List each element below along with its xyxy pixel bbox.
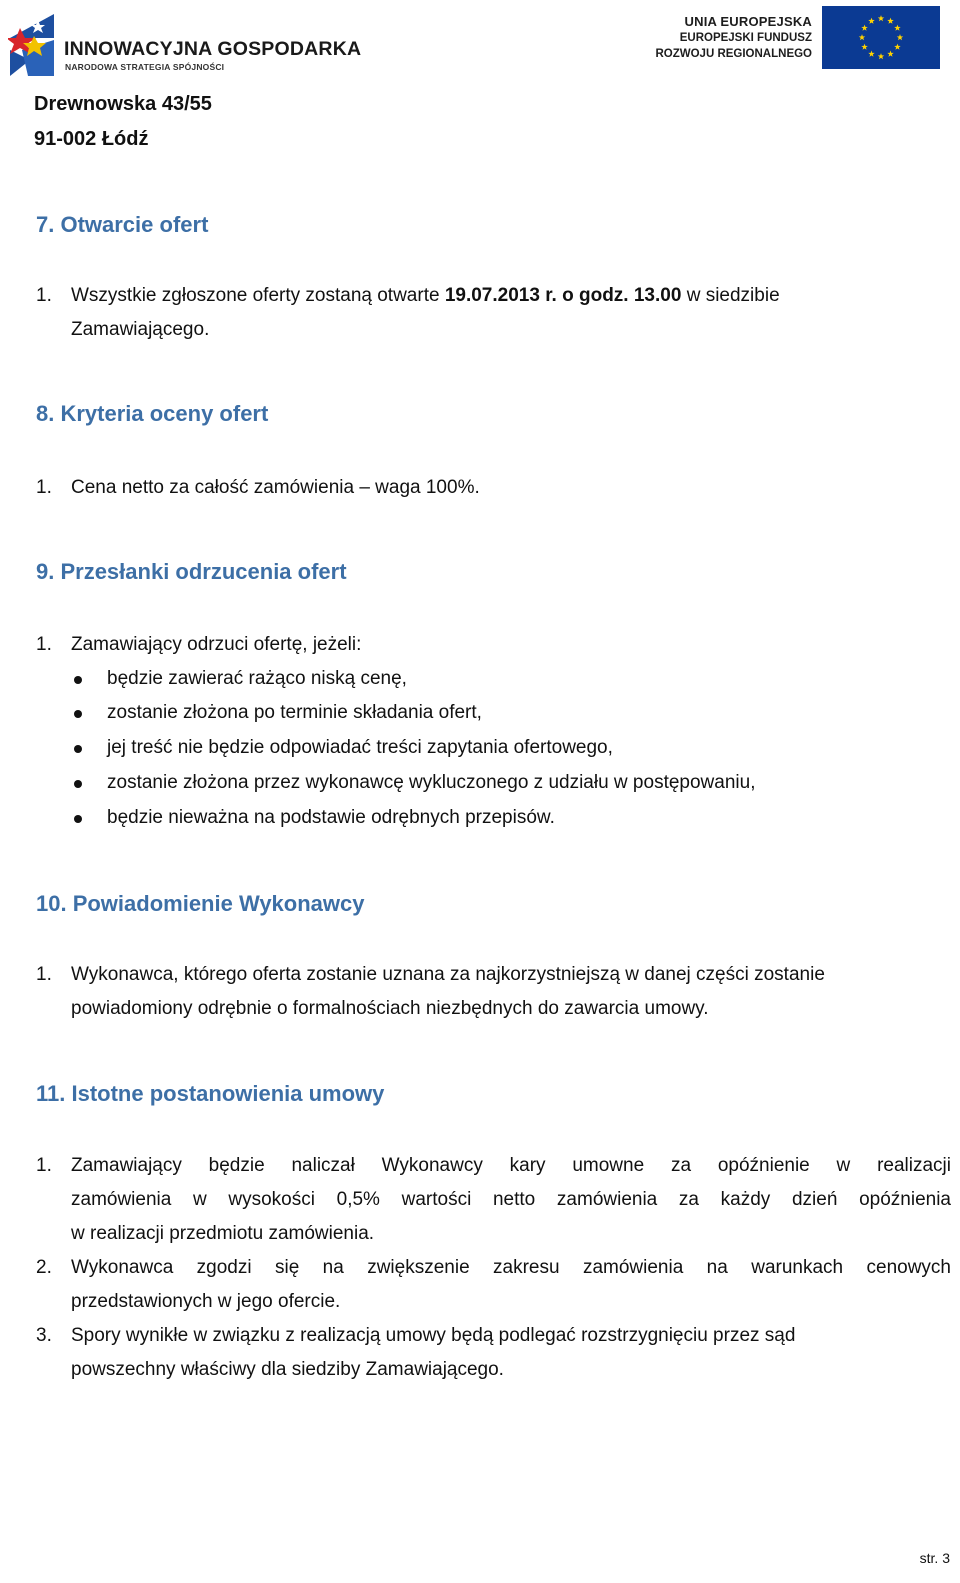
section-7-item-1-line2: Zamawiającego. [71,319,210,340]
section-11-item-1-line2: zamówienia w wysokości 0,5% wartości netto zamówienia za każdy dzień opóźnienia [71,1189,951,1210]
address-street: Drewnowska 43/55 [34,93,212,115]
eu-logo-line1: UNIA EUROPEJSKA [684,14,812,29]
section-7-item-1-pre: Wszystkie zgłoszone oferty zostaną otwarte [71,285,445,306]
section-11-item-3-line1: Spory wynikłe w związku z realizacją umowy będą podlegać rozstrzygnięciu przez sąd [71,1325,796,1346]
section-11-item-3-line2: powszechny właściwy dla siedziby Zamawiającego. [71,1359,504,1380]
section-9-bullet: zostanie złożona po terminie składania ofert, [107,702,482,723]
section-7-item-1-number: 1. [36,285,52,306]
bullet-marker [74,780,82,788]
ig-brand-tagline: NARODOWA STRATEGIA SPÓJNOŚCI [65,62,225,72]
section-9-bullet: będzie zawierać rażąco niską cenę, [107,668,407,689]
section-9-bullet: będzie nieważna na podstawie odrębnych przepisów. [107,807,555,828]
section-11-item-2-line2: przedstawionych w jego ofercie. [71,1291,341,1312]
bullet-marker [74,815,82,823]
section-11-item-2-number: 2. [36,1257,52,1278]
section-7-item-1-post: w siedzibie [681,285,780,306]
bullet-marker [74,745,82,753]
bullet-marker [74,676,82,684]
section-7-item-1-text [71,285,780,307]
section-11-item-3-number: 3. [36,1325,52,1346]
innowacyjna-gospodarka-logo [8,10,362,80]
section-10-item-1-line2: powiadomiony odrębnie o formalnościach niezbędnych do zawarcia umowy. [71,998,709,1019]
section-7-heading: 7. Otwarcie ofert [36,212,209,237]
section-9-item-1-number: 1. [36,634,52,655]
ig-emblem-icon [8,10,62,80]
section-8-item-1-text: Cena netto za całość zamówienia – waga 100%. [71,477,480,498]
eu-erdf-logo [640,6,940,70]
section-9-heading: 9. Przesłanki odrzucenia ofert [36,559,347,584]
section-7-item-1-date: 19.07.2013 r. o godz. 13.00 [444,285,682,306]
eu-logo-text [655,13,812,62]
section-10-item-1-number: 1. [36,964,52,985]
address-city: 91-002 Łódź [34,128,149,150]
section-11-item-1-line1: Zamawiający będzie naliczał Wykonawcy kary umowne za opóźnienie w realizacji [71,1155,951,1176]
section-10-item-1-line1: Wykonawca, którego oferta zostanie uznana za najkorzystniejszą w danej części zostanie [71,964,825,985]
eu-logo-line2: EUROPEJSKI FUNDUSZ [679,32,812,44]
section-9-bullet: zostanie złożona przez wykonawcę wykluczonego z udziału w postępowaniu, [107,772,756,793]
eu-logo-line3: ROZWOJU REGIONALNEGO [655,48,812,60]
section-10-heading: 10. Powiadomienie Wykonawcy [36,891,365,916]
bullet-marker [74,710,82,718]
section-8-item-1-number: 1. [36,477,52,498]
section-11-item-2-line1: Wykonawca zgodzi się na zwiększenie zakresu zamówienia na warunkach cenowych [71,1257,951,1278]
eu-flag-icon [822,6,940,69]
section-9-bullet: jej treść nie będzie odpowiadać treści zapytania ofertowego, [107,737,613,758]
section-9-item-1-text: Zamawiający odrzuci ofertę, jeżeli: [71,634,362,655]
section-8-heading: 8. Kryteria oceny ofert [36,401,269,426]
section-11-heading: 11. Istotne postanowienia umowy [36,1081,385,1106]
page-number: str. 3 [919,1550,950,1566]
ig-brand-name: INNOWACYJNA GOSPODARKA [64,38,362,60]
section-11-item-1-number: 1. [36,1155,52,1176]
section-11-item-1-line3: w realizacji przedmiotu zamówienia. [71,1223,375,1244]
